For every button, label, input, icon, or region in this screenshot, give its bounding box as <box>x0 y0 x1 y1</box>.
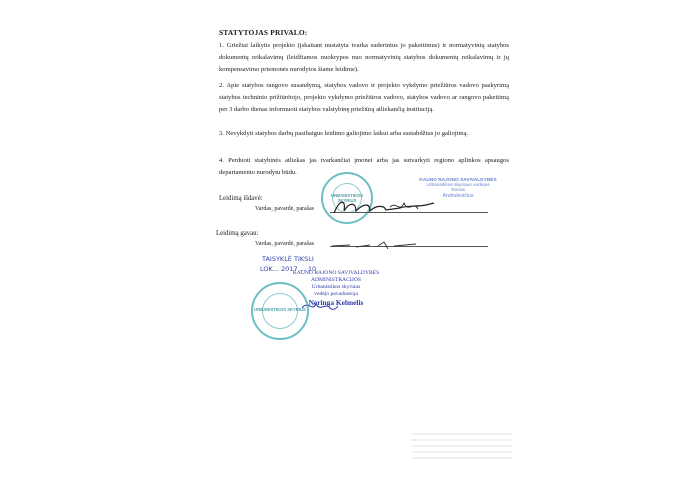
admin-line-2: ADMINISTRACIJOS <box>310 277 362 283</box>
item-4 <box>219 155 509 179</box>
received-label: Leidimą gavau: <box>216 230 259 237</box>
blue-stamp-line-3: Tomas <box>450 188 466 193</box>
admin-line-3: Urbanistikos skyriaus <box>311 284 361 290</box>
handwritten-line-1: TAISYKLĖ TIKSLI <box>262 255 314 263</box>
item-1 <box>219 40 509 76</box>
item-3 <box>219 128 509 140</box>
round-stamp-bottom-text: URBANISTIKOS SKYRIUS <box>254 307 306 312</box>
issued-label: Leidimą išdavė: <box>219 195 263 202</box>
item-2-text: 2. Apie statybos rangovo susandymą, statybos vadovo ir projekto vykdymo priežiūros vadovo paskyrimą statybos techninio prižiūrėtojo, projekto vykdymo priežiūros vadovo, statybos vadovo ar rangovo pakeitimą per 3 darbo dienas informuoti statybos valstybinę priežiūrą atliekančią instituciją. <box>219 82 509 113</box>
blue-stamp-line-1: KAUNO RAJONO SAVIVALDYBĖS <box>419 178 497 183</box>
blue-stamp-line-4: Andrulevičius <box>442 193 474 199</box>
issued-sign-field-label: Vardas, pavardė, parašas <box>255 206 314 212</box>
admin-name: Neringa Kelmelis <box>308 298 364 307</box>
item-4-text: 4. Perduoti statybinės atliekas jas tvarkančiai įmonei arba jas sutvarkyti regiono aplinkos apsaugos departamento nurodytu būdu. <box>219 157 509 176</box>
section-heading: STATYTOJAS PRIVALO: <box>219 28 308 37</box>
item-2 <box>219 80 509 116</box>
received-sign-field-label: Vardas, pavardė, parašas <box>255 241 314 247</box>
blue-stamp-line-2: Urbanistikos skyriaus vedėjas <box>426 183 490 188</box>
item-3-text: 3. Nevykdyti statybos darbų pasibaigus leidimo galiojimo laikui arba sustabdžius jo galiojimą. <box>219 130 469 137</box>
item-1-text: 1. Griežtai laikytis projekto (įskaitant nustatyta tvarka suderintus jo pakeitimus) ir normatyvinių statybos dokumentų reikalavimų (leidžiamos nuokrypos nuo normatyvinių statybos dokumentų reikalavimų ir jų kompensavimo priemonės nurodytos šiame leidime). <box>219 42 509 73</box>
round-stamp-text: URBANISTIKOS SKYRIUS <box>331 193 363 203</box>
round-stamp-bottom <box>251 282 309 340</box>
admin-line-1: KAUNO RAJONO SAVIVALDYBĖS <box>292 270 380 276</box>
admin-line-4: vedėjo pavaduotoja <box>314 291 358 297</box>
handwritten-line-2: LOK... 2017 ... 10 <box>260 265 317 273</box>
bleed-through-mark <box>412 433 512 463</box>
received-signature <box>330 238 420 252</box>
issued-signature <box>330 195 440 219</box>
